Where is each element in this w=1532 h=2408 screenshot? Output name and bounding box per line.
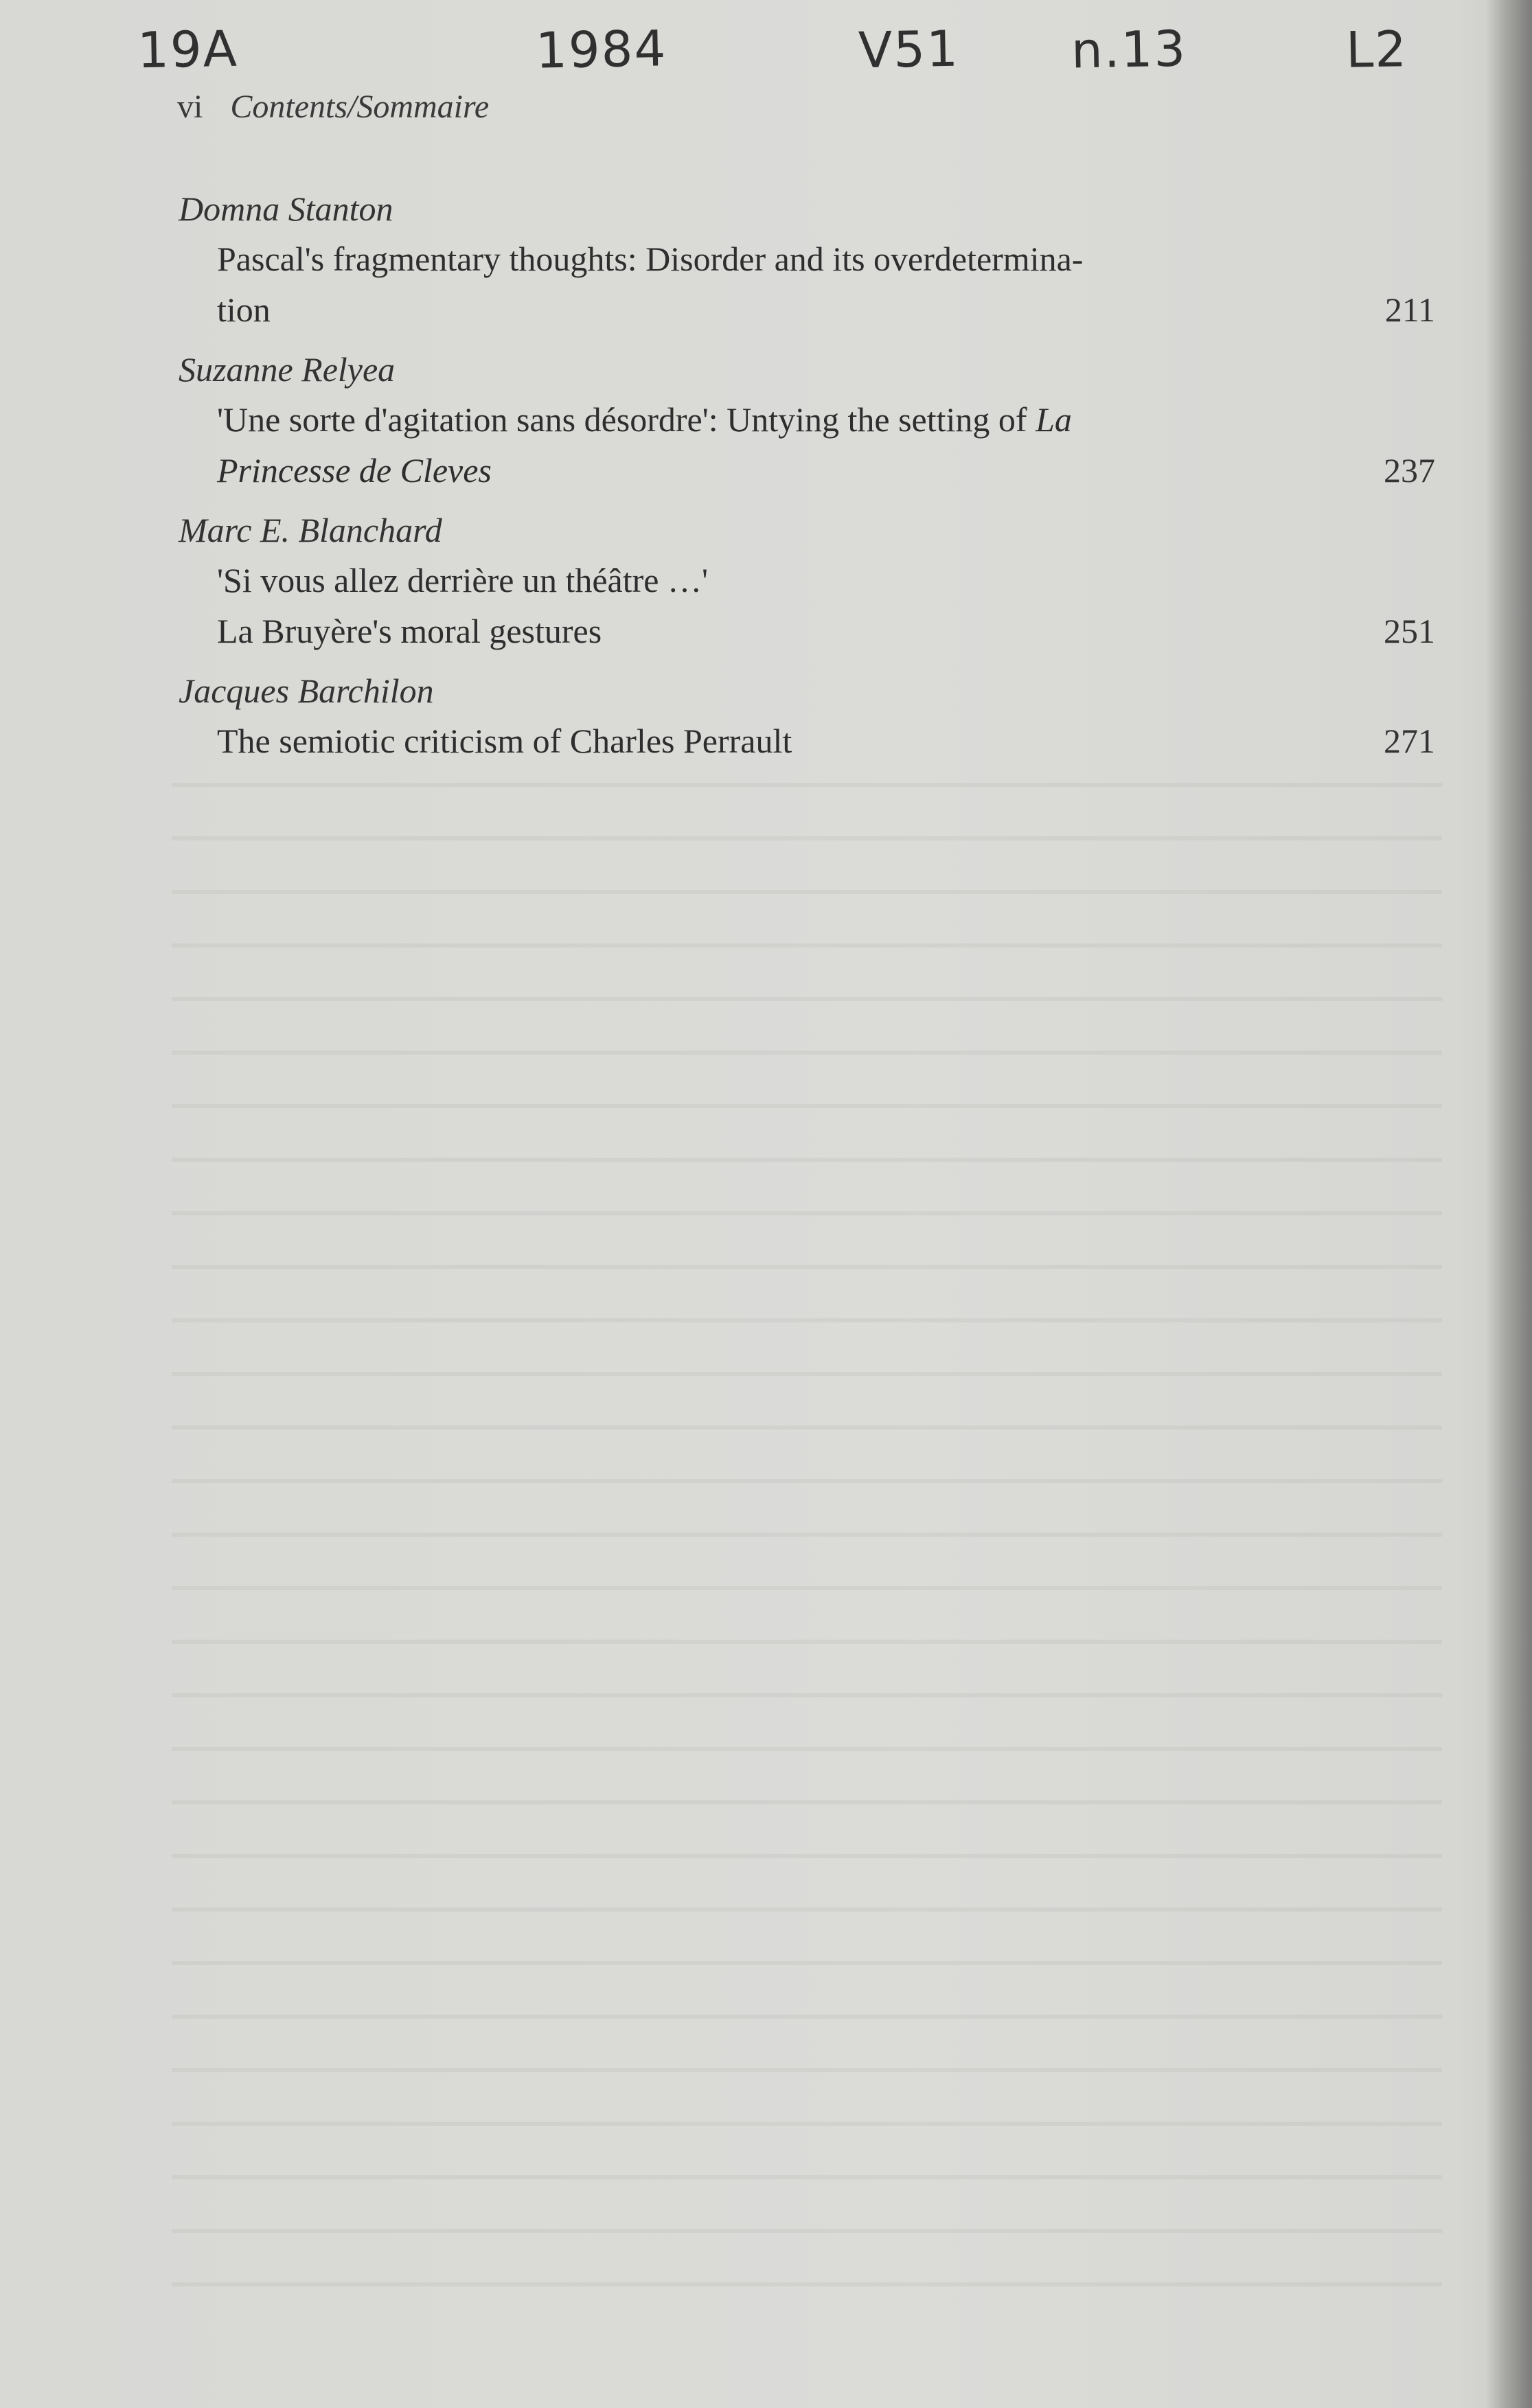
entry-title-row (179, 715, 1435, 766)
page-edge-shadow (1487, 0, 1532, 2408)
running-head (177, 87, 489, 128)
entry-author: Jacques Barchilon (179, 672, 434, 710)
entry-title (217, 233, 1360, 335)
handwritten-call-number (0, 21, 1532, 96)
entry-title (217, 555, 1360, 656)
entry-title-line: Pascal's fragmentary thoughts: Disorder and its overdetermina- (217, 240, 1084, 278)
running-head-title: Contents/Sommaire (230, 89, 490, 125)
page-folio: vi (177, 89, 203, 125)
entry-author: Suzanne Relyea (179, 350, 396, 389)
entry-title-line (217, 394, 1318, 445)
entry-title (217, 394, 1360, 496)
entry-title (217, 715, 1360, 766)
entry-author: Marc E. Blanchard (179, 511, 442, 549)
entry-page-number: 271 (1384, 722, 1435, 760)
toc-entry (179, 666, 1435, 766)
handwritten-note-1: 19A (137, 19, 239, 80)
entry-title-line: tion (217, 290, 271, 329)
toc-entry (179, 184, 1435, 335)
entry-page-number: 211 (1384, 290, 1435, 329)
entry-title-row (179, 394, 1435, 496)
show-through-texture (172, 742, 1442, 2321)
entry-title-line: The semiotic criticism of Charles Perrault (217, 722, 792, 760)
entry-title-line: La Bruyère's moral gestures (217, 612, 602, 650)
handwritten-note-5: L2 (1345, 20, 1408, 79)
entry-title-line: 'Si vous allez derrière un théâtre …' (217, 561, 708, 599)
entry-title-italic: La (1036, 400, 1072, 439)
handwritten-note-2: 1984 (535, 19, 667, 80)
entry-page-number: 237 (1384, 451, 1435, 490)
handwritten-note-4: n.13 (1071, 19, 1187, 80)
entry-page-number: 251 (1384, 612, 1435, 650)
entry-title-italic: Princesse de Cleves (217, 451, 492, 490)
entry-title-row (179, 555, 1435, 656)
entry-title-line (217, 445, 1318, 496)
entry-author: Domna Stanton (179, 190, 393, 228)
toc-entry (179, 505, 1435, 656)
handwritten-note-3: V51 (858, 19, 960, 80)
table-of-contents (179, 184, 1435, 776)
entry-title-row (179, 233, 1435, 335)
entry-title-text: 'Une sorte d'agitation sans désordre': Untying the setting of (217, 400, 1036, 439)
toc-entry (179, 345, 1435, 496)
